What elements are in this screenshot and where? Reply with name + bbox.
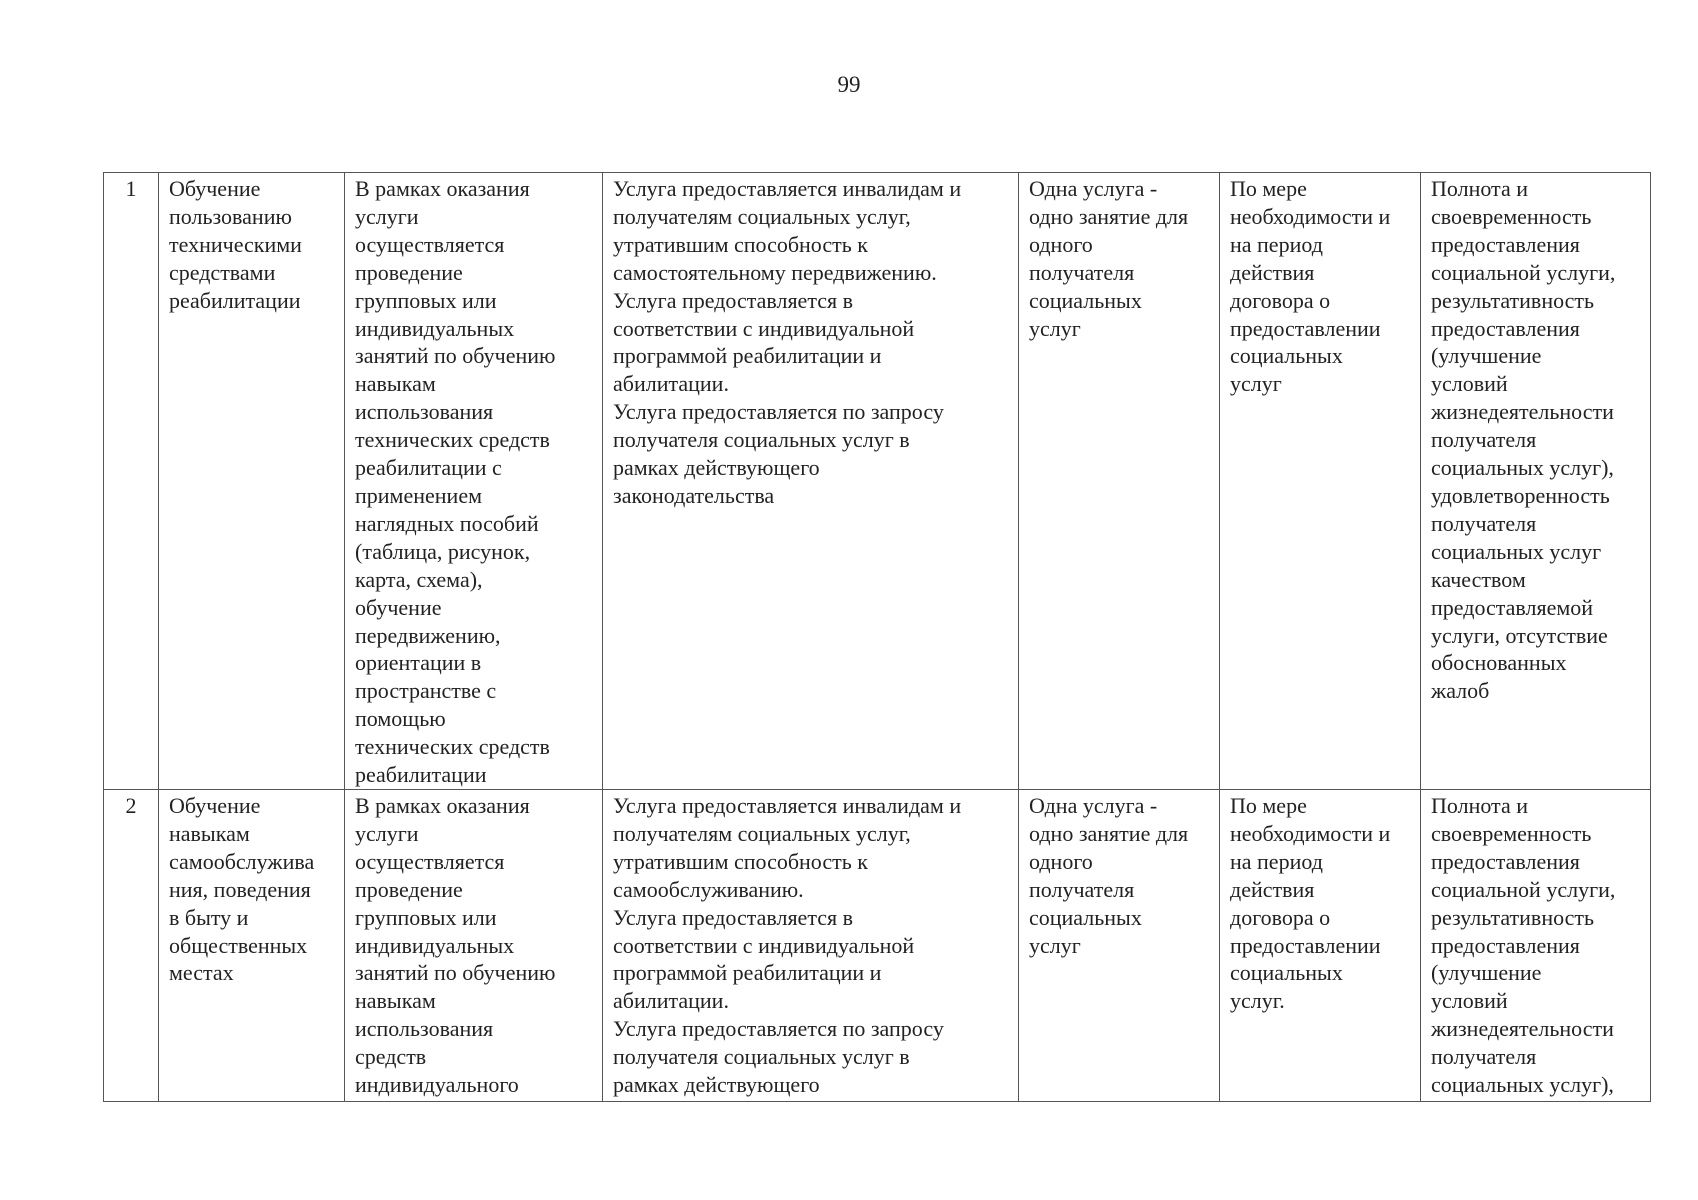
cell-text-line: в быту и	[169, 904, 249, 930]
cell-text-line: жалоб	[1431, 678, 1490, 704]
row-number-cell: 1	[104, 173, 159, 790]
cell-text-line: (улучшение	[1431, 343, 1542, 369]
service-conditions-cell	[603, 790, 1019, 1102]
cell-text-line: По мере	[1230, 793, 1307, 818]
cell-text-line: утратившим способность к	[613, 231, 868, 257]
cell-text-line: навыкам	[355, 988, 436, 1014]
service-description-cell	[345, 173, 603, 790]
cell-text-line: получателя социальных услуг в	[613, 427, 910, 453]
cell-text-line: своевременность	[1431, 203, 1592, 229]
cell-text-line: договора о	[1230, 287, 1331, 313]
cell-text-line: помощью	[355, 706, 446, 732]
cell-text-line: Обучение	[169, 793, 261, 818]
cell-text-line: занятий по обучению	[355, 960, 556, 986]
cell-text-line: передвижению,	[355, 622, 501, 648]
cell-text-line: результативность	[1431, 287, 1595, 313]
cell-text-line: получателя	[1029, 259, 1135, 285]
cell-text-line: действия	[1230, 876, 1315, 902]
service-unit-cell	[1019, 173, 1220, 790]
cell-text-line: навыкам	[355, 371, 436, 397]
cell-text-line: программой реабилитации и	[613, 343, 882, 369]
cell-text-line: услуги	[355, 203, 419, 229]
cell-text-line: социальных	[1029, 904, 1142, 930]
cell-text-line: техническими	[169, 231, 302, 257]
cell-text-line: реабилитации	[355, 762, 487, 788]
cell-text-line: социальной услуги,	[1431, 876, 1616, 902]
cell-text-line: Услуга предоставляется инвалидам и	[613, 176, 962, 201]
cell-text-line: обоснованных	[1431, 650, 1567, 676]
row-number-cell: 2	[104, 790, 159, 1102]
cell-text-line: использования	[355, 399, 494, 425]
cell-text-line: обучение	[355, 594, 442, 620]
cell-text-line: индивидуального	[355, 1072, 519, 1098]
cell-text-line: технических средств	[355, 734, 550, 760]
cell-text-line: утратившим способность к	[613, 848, 868, 874]
cell-text-line: карта, схема),	[355, 566, 483, 592]
cell-text-line: необходимости и	[1230, 203, 1391, 229]
cell-text-line: навыкам	[169, 820, 250, 846]
service-name-cell	[159, 173, 345, 790]
cell-text-line: Услуга предоставляется по запросу	[613, 1016, 944, 1042]
cell-text-line: необходимости и	[1230, 820, 1391, 846]
cell-text-line: социальных услуг),	[1431, 455, 1614, 481]
cell-text-line: получателя	[1431, 427, 1537, 453]
cell-text-line: предоставлении	[1230, 315, 1381, 341]
cell-text-line: законодательства	[613, 482, 775, 508]
cell-text-line: реабилитации с	[355, 455, 502, 481]
service-unit-cell	[1019, 790, 1220, 1102]
cell-text-line: местах	[169, 960, 234, 986]
cell-text-line: проведение	[355, 259, 463, 285]
service-term-cell	[1220, 790, 1421, 1102]
cell-text-line: предоставляемой	[1431, 594, 1594, 620]
cell-text-line: рамках действующего	[613, 1072, 820, 1098]
cell-text-line: действия	[1230, 259, 1315, 285]
cell-text-line: общественных	[169, 932, 308, 958]
cell-text-line: занятий по обучению	[355, 343, 556, 369]
cell-text-line: индивидуальных	[355, 932, 515, 958]
cell-text-line: (улучшение	[1431, 960, 1542, 986]
cell-text-line: одно занятие для	[1029, 203, 1189, 229]
cell-text-line: качеством	[1431, 566, 1526, 592]
cell-text-line: услуги	[355, 820, 419, 846]
cell-text-line: Услуга предоставляется по запросу	[613, 399, 944, 425]
cell-text-line: осуществляется	[355, 848, 505, 874]
cell-text-line: Одна услуга -	[1029, 176, 1158, 201]
cell-text-line: абилитации.	[613, 988, 729, 1014]
cell-text-line: получателя	[1431, 510, 1537, 536]
cell-text-line: предоставления	[1431, 315, 1580, 341]
cell-text-line: на период	[1230, 231, 1323, 257]
cell-text-line: соответствии с индивидуальной	[613, 315, 915, 341]
table-body	[104, 173, 1651, 1102]
cell-text-line: получателям социальных услуг,	[613, 820, 911, 846]
cell-text-line: рамках действующего	[613, 455, 820, 481]
cell-text-line: социальных услуг	[1431, 538, 1602, 564]
cell-text-line: социальных	[1029, 287, 1142, 313]
cell-text-line: услуг.	[1230, 988, 1285, 1014]
cell-text-line: получателя	[1431, 1044, 1537, 1070]
cell-text-line: средств	[355, 1044, 427, 1070]
table-row	[104, 173, 1651, 790]
cell-text-line: жизнедеятельности	[1431, 1016, 1614, 1042]
cell-text-line: использования	[355, 1016, 494, 1042]
cell-text-line: Услуга предоставляется инвалидам и	[613, 793, 962, 818]
cell-text-line: пространстве с	[355, 678, 497, 704]
cell-text-line: средствами	[169, 259, 276, 285]
cell-text-line: самообслужива	[169, 848, 315, 874]
cell-text-line: услуг	[1029, 932, 1081, 958]
cell-text-line: услуг	[1230, 371, 1282, 397]
cell-text-line: Полнота и	[1431, 793, 1528, 818]
cell-text-line: социальной услуги,	[1431, 259, 1616, 285]
cell-text-line: получателя	[1029, 876, 1135, 902]
cell-text-line: Полнота и	[1431, 176, 1528, 201]
table-row	[104, 790, 1651, 1102]
cell-text-line: самообслуживанию.	[613, 876, 804, 902]
cell-text-line: одного	[1029, 848, 1093, 874]
cell-text-line: технических средств	[355, 427, 550, 453]
cell-text-line: получателям социальных услуг,	[613, 203, 911, 229]
page-number: 99	[837, 72, 861, 97]
cell-text-line: В рамках оказания	[355, 793, 530, 818]
cell-text-line: Обучение	[169, 176, 261, 201]
cell-text-line: ния, поведения	[169, 876, 311, 902]
cell-text-line: на период	[1230, 848, 1323, 874]
cell-text-line: получателя социальных услуг в	[613, 1044, 910, 1070]
cell-text-line: Услуга предоставляется в	[613, 904, 853, 930]
cell-text-line: услуг	[1029, 315, 1081, 341]
cell-text-line: групповых или	[355, 287, 497, 313]
cell-text-line: одного	[1029, 231, 1093, 257]
service-description-cell	[345, 790, 603, 1102]
cell-text-line: жизнедеятельности	[1431, 399, 1614, 425]
cell-text-line: ориентации в	[355, 650, 482, 676]
cell-text-line: своевременность	[1431, 820, 1592, 846]
service-term-cell	[1220, 173, 1421, 790]
cell-text-line: (таблица, рисунок,	[355, 538, 531, 564]
cell-text-line: В рамках оказания	[355, 176, 530, 201]
cell-text-line: социальных	[1230, 343, 1343, 369]
cell-text-line: условий	[1431, 371, 1508, 397]
service-name-cell	[159, 790, 345, 1102]
cell-text-line: реабилитации	[169, 287, 301, 313]
cell-text-line: социальных	[1230, 960, 1343, 986]
cell-text-line: наглядных пособий	[355, 510, 539, 536]
cell-text-line: договора о	[1230, 904, 1331, 930]
cell-text-line: Одна услуга -	[1029, 793, 1158, 818]
cell-text-line: социальных услуг),	[1431, 1072, 1614, 1098]
service-quality-cell	[1421, 173, 1651, 790]
cell-text-line: результативность	[1431, 904, 1595, 930]
cell-text-line: пользованию	[169, 203, 292, 229]
cell-text-line: По мере	[1230, 176, 1307, 201]
cell-text-line: удовлетворенность	[1431, 482, 1610, 508]
cell-text-line: предоставлении	[1230, 932, 1381, 958]
service-conditions-cell	[603, 173, 1019, 790]
cell-text-line: применением	[355, 482, 483, 508]
cell-text-line: индивидуальных	[355, 315, 515, 341]
services-table	[103, 172, 1651, 1102]
cell-text-line: предоставления	[1431, 231, 1580, 257]
cell-text-line: самостоятельному передвижению.	[613, 259, 937, 285]
cell-text-line: услуги, отсутствие	[1431, 622, 1608, 648]
cell-text-line: программой реабилитации и	[613, 960, 882, 986]
cell-text-line: условий	[1431, 988, 1508, 1014]
cell-text-line: абилитации.	[613, 371, 729, 397]
cell-text-line: одно занятие для	[1029, 820, 1189, 846]
cell-text-line: осуществляется	[355, 231, 505, 257]
cell-text-line: предоставления	[1431, 932, 1580, 958]
cell-text-line: Услуга предоставляется в	[613, 287, 853, 313]
cell-text-line: проведение	[355, 876, 463, 902]
cell-text-line: групповых или	[355, 904, 497, 930]
cell-text-line: предоставления	[1431, 848, 1580, 874]
service-quality-cell	[1421, 790, 1651, 1102]
cell-text-line: соответствии с индивидуальной	[613, 932, 915, 958]
